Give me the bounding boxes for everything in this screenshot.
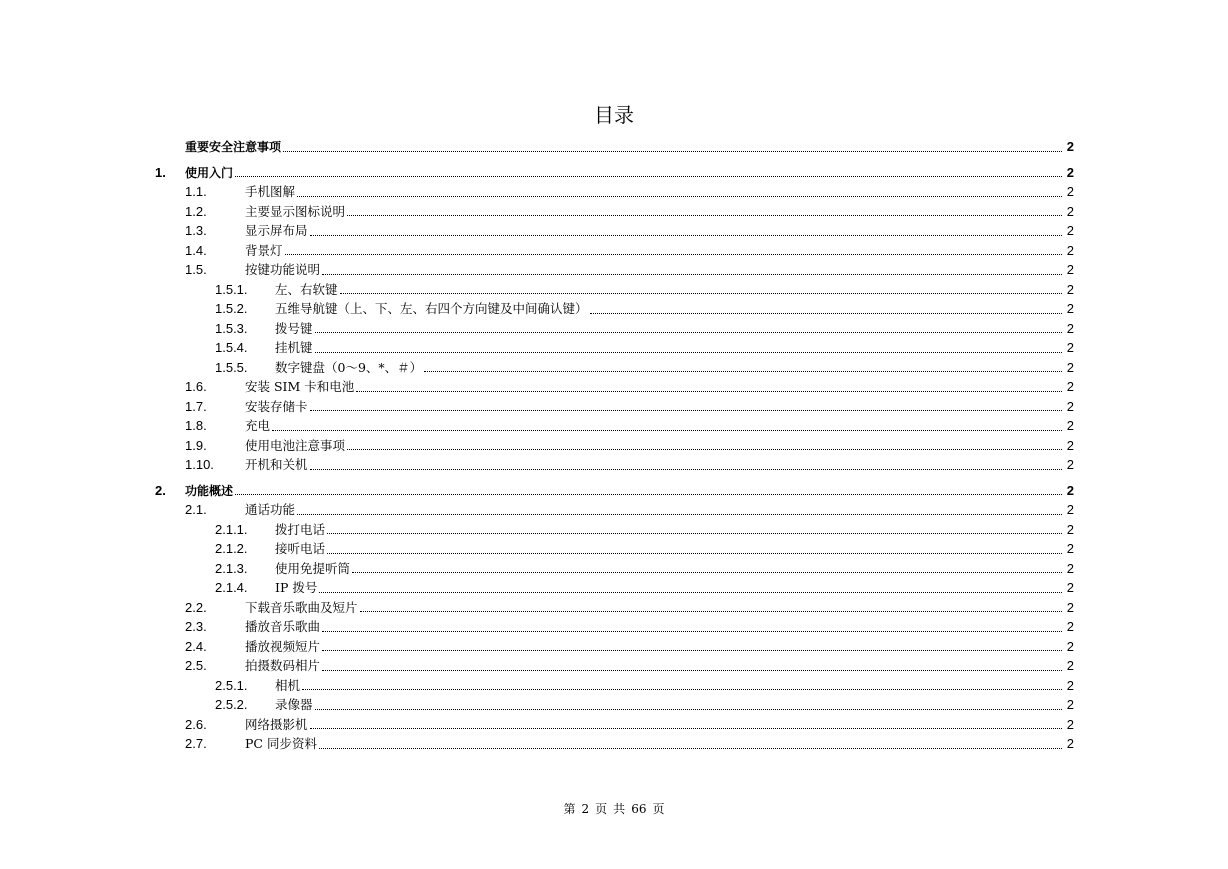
toc-entry[interactable] [155,695,1074,715]
toc-entry-page: 2 [1066,736,1074,751]
toc-entry-page: 2 [1066,379,1074,394]
toc-dot-leader [322,650,1062,651]
toc-entry-page: 2 [1066,502,1074,517]
toc-entry-page: 2 [1066,139,1074,154]
toc-entry[interactable] [155,656,1074,676]
toc-dot-leader [272,430,1062,431]
toc-entry-title: 按键功能说明 [245,262,321,277]
toc-entry-page: 2 [1066,638,1074,654]
toc-entry-title: 充电 [245,418,271,433]
toc-entry-number: 1.5.5. [215,359,248,375]
toc-entry-number: 1.9. [185,437,207,453]
toc-entry-title: 主要显示图标说明 [245,203,346,219]
toc-entry-title: 功能概述 [185,483,234,498]
toc-entry-title: 相机 [275,677,301,693]
toc-entry-title: 挂机键 [275,340,313,355]
toc-entry-title: 网络摄影机 [245,716,308,732]
toc-entry-number: 1.5.4. [215,340,248,355]
toc-entry[interactable] [155,520,1074,540]
toc-entry-page: 2 [1066,301,1074,316]
toc-entry-number: 1.4. [185,242,207,258]
toc-entry[interactable] [155,416,1074,436]
toc-entry-number: 1.5.2. [215,301,248,316]
toc-entry-title: 使用电池注意事项 [245,437,346,453]
toc-entry-number: 1. [155,164,166,180]
toc-entry-title: 播放音乐歌曲 [245,619,321,634]
toc-entry[interactable] [155,481,1074,501]
toc-entry[interactable] [155,676,1074,696]
toc-entry-page: 2 [1066,521,1074,537]
toc-dot-leader [310,235,1062,236]
toc-dot-leader [319,748,1062,749]
toc-entry[interactable] [155,734,1074,754]
toc-entry-title: 手机图解 [245,184,296,199]
toc-dot-leader [327,553,1062,554]
toc-dot-leader [327,533,1062,534]
toc-entry[interactable] [155,182,1074,202]
toc-entry-page: 2 [1066,677,1074,693]
toc-entry-number: 1.5. [185,262,207,277]
toc-entry[interactable] [155,578,1074,598]
toc-entry-page: 2 [1066,242,1074,258]
toc-entry-number: 1.1. [185,184,207,199]
toc-entry-number: 1.7. [185,398,207,414]
toc-entry-page: 2 [1066,320,1074,336]
toc-entry-title: 左、右软键 [275,281,338,297]
toc-dot-leader [315,332,1062,333]
footer-total-pages: 66 [631,802,647,816]
toc-entry[interactable] [155,260,1074,280]
toc-entry-page: 2 [1066,580,1074,595]
toc-entry-number: 2. [155,482,166,498]
toc-entry-title: 显示屏布局 [245,223,308,238]
toc-entry[interactable] [155,598,1074,618]
toc-entry-number: 1.6. [185,379,207,394]
toc-dot-leader [310,410,1062,411]
toc-entry-title: 录像器 [275,697,313,712]
toc-dot-leader [360,611,1062,612]
toc-entry[interactable] [155,338,1074,358]
page-title: 目录 [594,103,634,127]
toc-entry-number: 1.5.3. [215,320,248,336]
toc-dot-leader [356,391,1062,392]
toc-dot-leader [235,494,1062,495]
toc-dot-leader [322,274,1062,275]
toc-entry-title: 下载音乐歌曲及短片 [245,599,358,615]
toc-entry-page: 2 [1066,437,1074,453]
toc-entry-title: 重要安全注意事项 [185,140,282,154]
toc-dot-leader [319,592,1062,593]
toc-entry-title: 拨号键 [275,320,313,336]
toc-entry-number: 2.1.4. [215,580,248,595]
toc-entry[interactable] [155,397,1074,417]
toc-entry-title: 使用免提听筒 [275,560,351,576]
toc-entry-page: 2 [1066,658,1074,673]
toc-entry-number: 2.6. [185,716,207,732]
toc-entry-page: 2 [1066,262,1074,277]
toc-entry-page: 2 [1066,560,1074,576]
toc-dot-leader [322,631,1062,632]
toc-entry-title: 使用入门 [185,165,234,180]
toc-dot-leader [285,254,1062,255]
toc-entry[interactable] [155,137,1074,157]
toc-entry-page: 2 [1066,340,1074,355]
toc-entry-number: 1.2. [185,203,207,219]
toc-entry-number: 2.5.2. [215,697,248,712]
toc-entry-title: 五维导航键（上、下、左、右四个方向键及中间确认键） [275,301,588,316]
toc-entry-page: 2 [1066,697,1074,712]
toc-entry[interactable] [155,637,1074,657]
footer-suffix: 页 [652,802,665,816]
toc-entry-title: 接听电话 [275,541,326,556]
toc-dot-leader [347,449,1062,450]
toc-entry[interactable] [155,715,1074,735]
toc-dot-leader [347,215,1062,216]
toc-dot-leader [315,352,1062,353]
toc-entry-page: 2 [1066,716,1074,732]
toc-entry[interactable] [155,202,1074,222]
toc-entry-title: 拍摄数码相片 [245,658,321,673]
toc-entry-number: 2.5.1. [215,677,248,693]
toc-entry-page: 2 [1066,203,1074,219]
toc-entry-page: 2 [1066,398,1074,414]
toc-entry-number: 2.1.2. [215,541,248,556]
toc-entry-title: 开机和关机 [245,457,308,472]
toc-dot-leader [352,572,1062,573]
table-of-contents [155,137,1074,754]
toc-entry-page: 2 [1066,599,1074,615]
toc-entry-page: 2 [1066,281,1074,297]
toc-entry[interactable] [155,500,1074,520]
toc-entry-number: 1.5.1. [215,281,248,297]
toc-entry-title: PC 同步资料 [245,736,317,751]
toc-entry-page: 2 [1066,482,1074,498]
toc-entry-title: 通话功能 [245,502,296,517]
toc-dot-leader [322,670,1062,671]
footer-prefix: 第 [563,802,576,816]
toc-entry[interactable] [155,241,1074,261]
toc-dot-leader [297,514,1062,515]
toc-entry[interactable] [155,455,1074,475]
toc-dot-leader [297,196,1062,197]
toc-entry-number: 1.3. [185,223,207,238]
toc-dot-leader [424,371,1062,372]
toc-dot-leader [315,709,1062,710]
toc-entry[interactable] [155,436,1074,456]
toc-entry[interactable] [155,221,1074,241]
toc-entry-number: 2.3. [185,619,207,634]
toc-entry[interactable] [155,617,1074,637]
toc-entry-page: 2 [1066,164,1074,180]
toc-entry-page: 2 [1066,541,1074,556]
toc-dot-leader [310,469,1062,470]
toc-dot-leader [283,151,1062,152]
toc-entry-number: 2.5. [185,658,207,673]
toc-dot-leader [302,689,1062,690]
toc-dot-leader [590,313,1062,314]
toc-entry-page: 2 [1066,619,1074,634]
toc-dot-leader [310,728,1062,729]
footer-current-page: 2 [581,802,590,816]
toc-entry[interactable] [155,280,1074,300]
toc-entry-page: 2 [1066,184,1074,199]
toc-entry[interactable] [155,299,1074,319]
toc-entry-page: 2 [1066,359,1074,375]
toc-entry[interactable] [155,319,1074,339]
toc-entry[interactable] [155,358,1074,378]
toc-entry-number: 2.1.1. [215,521,248,537]
toc-entry-title: 背景灯 [245,242,283,258]
toc-entry-page: 2 [1066,457,1074,472]
toc-entry[interactable] [155,539,1074,559]
toc-dot-leader [235,176,1062,177]
toc-entry-title: 数字键盘（0～9、*、＃） [275,359,423,375]
toc-entry-number: 1.8. [185,418,207,433]
toc-entry-number: 2.2. [185,599,207,615]
toc-entry-page: 2 [1066,223,1074,238]
toc-entry-number: 2.1. [185,502,207,517]
page-footer [0,800,1228,817]
toc-entry-number: 2.7. [185,736,207,751]
toc-entry-page: 2 [1066,418,1074,433]
toc-entry[interactable] [155,377,1074,397]
toc-entry-number: 2.1.3. [215,560,248,576]
footer-page-word: 页 [595,802,608,816]
toc-entry-title: IP 拨号 [275,580,318,595]
toc-entry-title: 播放视频短片 [245,638,321,654]
toc-entry-title: 安装 SIM 卡和电池 [245,379,355,394]
toc-entry[interactable] [155,559,1074,579]
toc-dot-leader [340,293,1062,294]
toc-entry-title: 拨打电话 [275,521,326,537]
toc-entry[interactable] [155,163,1074,183]
footer-total-word: 共 [613,802,626,816]
toc-entry-number: 2.4. [185,638,207,654]
toc-entry-number: 1.10. [185,457,214,472]
toc-entry-title: 安装存储卡 [245,398,308,414]
